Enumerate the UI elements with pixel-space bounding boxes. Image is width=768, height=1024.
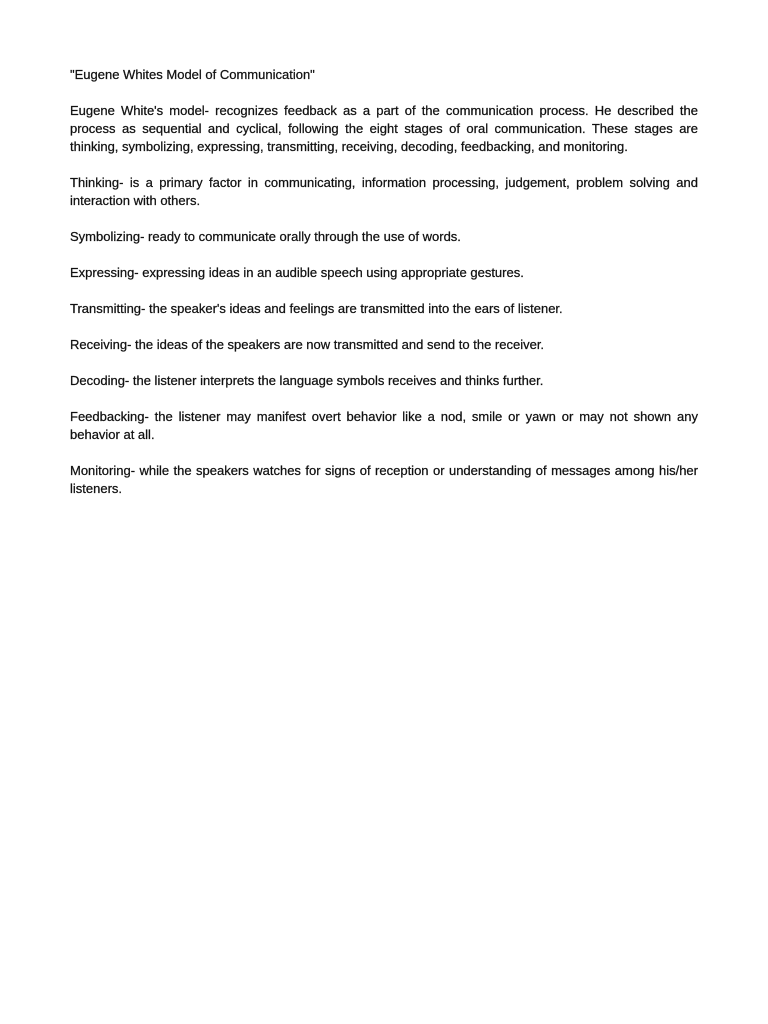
paragraph-intro: Eugene White's model- recognizes feedback as a part of the communication process. He described the process as sequential and cyclical, following the eight stages of oral communication. These stages are thinking, symbolizing, expressing, transmitting, receiving, decoding, feedbacking, and monitoring.: [70, 103, 698, 154]
paragraph-symbolizing: Symbolizing- ready to communicate orally through the use of words.: [70, 229, 461, 244]
paragraph-feedbacking: Feedbacking- the listener may manifest overt behavior like a nod, smile or yawn or may not shown any behavior at all.: [70, 409, 698, 442]
paragraph-expressing: Expressing- expressing ideas in an audible speech using appropriate gestures.: [70, 265, 524, 280]
paragraph-receiving: Receiving- the ideas of the speakers are now transmitted and send to the receiver.: [70, 337, 545, 352]
paragraph-decoding: Decoding- the listener interprets the language symbols receives and thinks further.: [70, 373, 544, 388]
paragraph-thinking: Thinking- is a primary factor in communicating, information processing, judgement, problem solving and interaction with others.: [70, 175, 698, 208]
paragraph-transmitting: Transmitting- the speaker's ideas and feelings are transmitted into the ears of listener.: [70, 301, 563, 316]
paragraph-monitoring: Monitoring- while the speakers watches for signs of reception or understanding of messages among his/her listeners.: [70, 463, 698, 496]
document-page: [70, 66, 698, 516]
document-title: "Eugene Whites Model of Communication": [70, 67, 315, 82]
